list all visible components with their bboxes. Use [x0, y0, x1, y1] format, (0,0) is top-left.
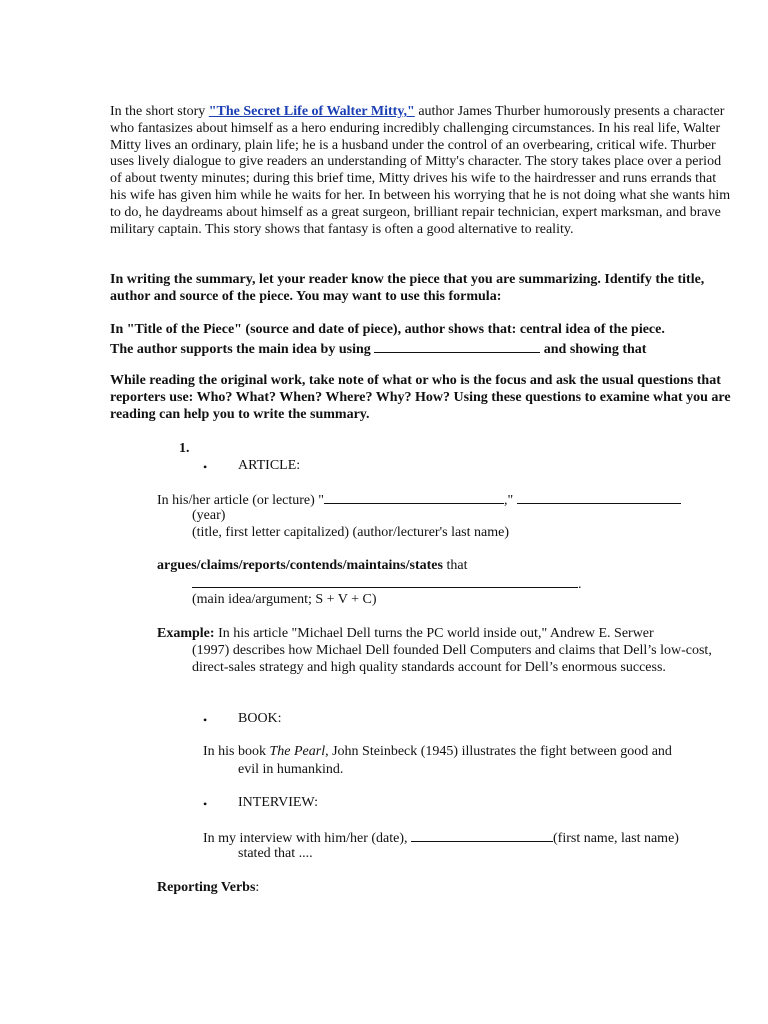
example-line-1	[157, 626, 725, 643]
intro-text-after: author James Thurber humorously presents a character who fantasizes about himself as a hero enduring incredibly challenging circumstances. In his real life, Walter Mitty lives an ordinary, plain life; he is a husband under the control of an overbearing, critical wife. Thurber uses lively dialogue to give readers an understanding of Mitty's character. The story takes place over a period of about twenty minutes; during this brief time, Mitty drives his wife to the hairdresser and runs errands that his wife has given him while he waits for her. In between his worrying that he is not doing what she wants him to do, he daydreams about himself as a great surgeon, brilliant repair technician, expert marksman, and brave military captain. This story shows that fantasy is often a good alternative to reality.	[110, 104, 731, 237]
verbs-line	[157, 558, 557, 575]
book-after-rest: evil in humankind.	[238, 762, 344, 777]
article-template-line	[157, 491, 717, 510]
interview-line-2: stated that ....	[238, 846, 313, 861]
main-idea-blank	[192, 575, 578, 588]
document-page	[110, 104, 735, 238]
reading-instructions: While reading the original work, take note of what or who is the focus and ask the usual questions that reporters use: Who? What? When? Where? Why? How? Using these questions to examine what you are reading can help you to write the summary.	[110, 373, 731, 422]
example-continuation	[192, 643, 732, 677]
article-author-blank	[517, 491, 681, 504]
formula-line-1: In "Title of the Piece" (source and date of piece), author shows that: central idea of the piece.	[110, 322, 665, 337]
intro-text-before: In the short story	[110, 104, 209, 119]
interview-line-1	[203, 829, 733, 848]
bullet-icon: •	[203, 460, 208, 474]
book-title: The Pearl	[269, 744, 326, 759]
reporting-verbs-colon: :	[255, 880, 260, 895]
bullet-icon: •	[203, 797, 208, 811]
reporting-verbs-heading	[157, 880, 457, 897]
formula-line-2-before: The author supports the main idea by using	[110, 342, 375, 357]
summary-instructions: In writing the summary, let your reader know the piece that you are summarizing. Identify the title, author and source of the piece. You may want to use this formula:	[110, 272, 705, 304]
book-label: BOOK:	[238, 711, 282, 726]
example-text-rest: (1997) describes how Michael Dell founded Dell Computers and claims that Dell’s low-cost, direct-sales strategy and high quality standards account for Dell’s enormous success.	[192, 643, 712, 675]
formula-line-2	[110, 340, 740, 359]
article-label: ARTICLE:	[238, 458, 301, 473]
main-idea-period: .	[578, 577, 582, 592]
book-line-2	[238, 762, 718, 779]
interview-before: In my interview with him/her (date),	[203, 831, 411, 846]
formula-line-2-after: and showing that	[540, 342, 647, 357]
year-note: (year)	[192, 508, 226, 523]
story-link[interactable]: "The Secret Life of Walter Mitty,"	[208, 104, 415, 119]
example-label: Example:	[157, 626, 215, 641]
interview-name-blank	[411, 829, 553, 842]
formula-blank	[374, 340, 540, 353]
article-title-blank	[324, 491, 504, 504]
main-idea-note: (main idea/argument; S + V + C)	[192, 592, 377, 607]
example-text: In his article "Michael Dell turns the PC world inside out," Andrew E. Serwer	[214, 626, 654, 641]
bullet-icon: •	[203, 713, 208, 727]
intro-paragraph	[110, 104, 734, 238]
article-line-b: ,"	[504, 493, 514, 508]
book-before: In his book	[203, 744, 270, 759]
interview-label: INTERVIEW:	[238, 795, 319, 810]
book-after: , John Steinbeck (1945) illustrates the fight between good and	[325, 744, 672, 759]
verbs-bold: argues/claims/reports/contends/maintains/states	[157, 558, 443, 573]
verbs-after: that	[442, 558, 468, 573]
reporting-verbs-bold: Reporting Verbs	[157, 880, 256, 895]
interview-after: (first name, last name)	[553, 831, 679, 846]
book-line-1	[203, 744, 733, 761]
article-line-a: In his/her article (or lecture) "	[157, 493, 325, 508]
main-idea-blank-line	[192, 575, 592, 594]
title-author-note: (title, first letter capitalized) (author/lecturer's last name)	[192, 525, 509, 540]
list-number: 1.	[179, 441, 190, 456]
